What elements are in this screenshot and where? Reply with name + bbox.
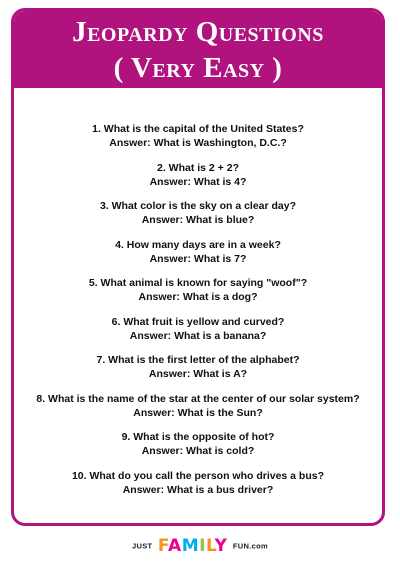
answer-text: Answer: What is A? <box>148 368 248 380</box>
answer-text: Answer: What is the Sun? <box>133 406 263 419</box>
brand-family <box>158 536 228 556</box>
question-item <box>14 469 382 508</box>
question-text: 5. What animal is known for saying "woof"? <box>88 277 308 289</box>
question-item <box>14 238 382 277</box>
question-text: 10. What do you call the person who drives a bus? <box>71 469 325 482</box>
question-item <box>14 161 382 200</box>
answer-text: Answer: What is cold? <box>141 445 255 457</box>
question-text: 1. What is the capital of the United States? <box>92 123 304 135</box>
title-banner <box>14 11 382 88</box>
brand-letter: I <box>199 536 206 556</box>
brand-letter: A <box>168 536 182 556</box>
question-text: 4. How many days are in a week? <box>115 238 281 251</box>
question-text: 8. What is the name of the star at the center of our solar system? <box>36 392 360 405</box>
answer-text: Answer: What is 4? <box>149 175 247 188</box>
question-item <box>14 276 382 315</box>
page-title: Jeopardy Questions <box>72 16 324 48</box>
question-text: 7. What is the first letter of the alphabet? <box>96 354 300 366</box>
brand-logo[interactable] <box>0 536 400 556</box>
answer-text: Answer: What is 7? <box>149 252 247 265</box>
page-subtitle: ( Very Easy ) <box>113 52 283 84</box>
question-text: 9. What is the opposite of hot? <box>121 431 275 443</box>
brand-letter: M <box>181 536 200 556</box>
question-item <box>14 430 382 469</box>
answer-text: Answer: What is a dog? <box>138 291 258 303</box>
brand-letter: L <box>205 536 215 556</box>
question-text: 3. What color is the sky on a clear day? <box>99 200 297 212</box>
question-item <box>14 199 382 238</box>
brand-fun: FUN.com <box>232 541 268 551</box>
question-text: 2. What is 2 + 2? <box>157 161 239 174</box>
question-item <box>14 353 382 392</box>
answer-text: Answer: What is a bus driver? <box>122 483 274 496</box>
answer-text: Answer: What is blue? <box>141 214 255 226</box>
brand-letter: F <box>157 536 169 556</box>
question-item <box>14 122 382 161</box>
brand-letter: Y <box>214 536 228 556</box>
answer-text: Answer: What is a banana? <box>129 329 267 342</box>
question-item <box>14 392 382 431</box>
question-text: 6. What fruit is yellow and curved? <box>111 315 285 328</box>
question-item <box>14 315 382 354</box>
brand-just: JUST <box>132 541 153 551</box>
answer-text: Answer: What is Washington, D.C.? <box>109 137 287 149</box>
question-list <box>14 122 382 507</box>
